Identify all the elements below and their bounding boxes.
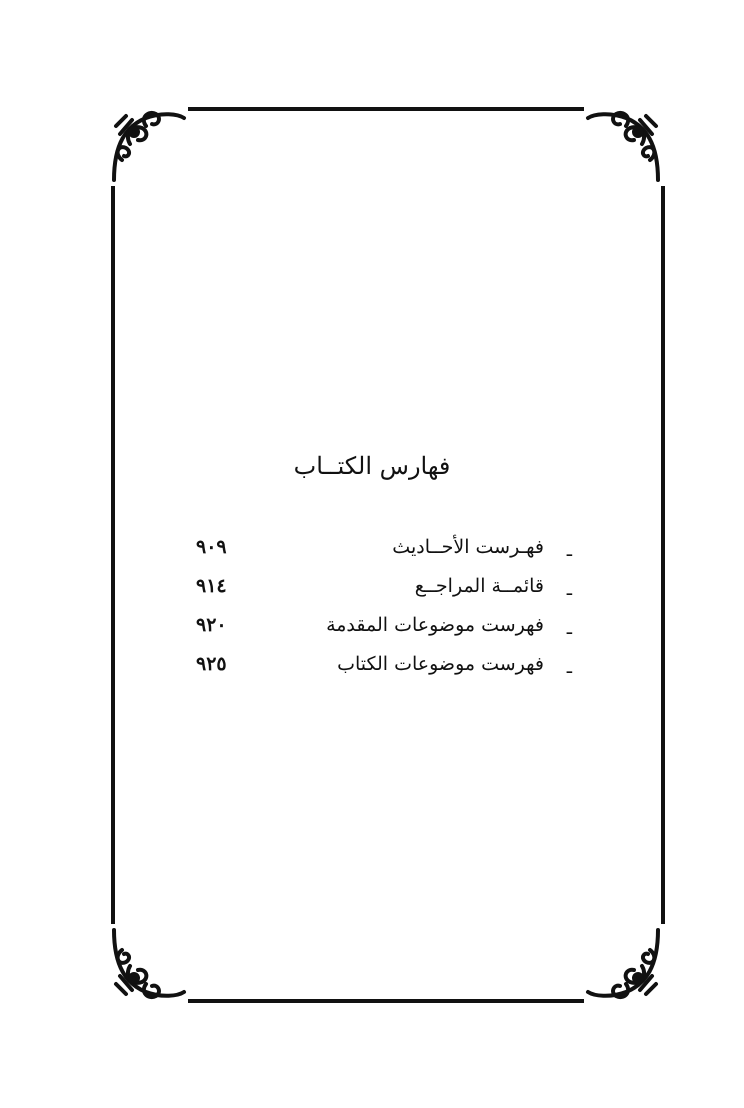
arabesque-corner-icon	[584, 104, 666, 186]
toc-page-number: ٩٢٠	[196, 614, 227, 636]
toc-entry-references	[196, 571, 572, 610]
toc-entry-label: قائمــة المراجــع	[414, 575, 544, 597]
arabesque-corner-icon	[106, 104, 188, 186]
toc-bullet: ـ	[566, 618, 572, 639]
arabesque-corner-icon	[584, 924, 666, 1006]
toc-entry-intro-topics	[196, 610, 572, 649]
toc-page-number: ٩٢٥	[196, 653, 227, 675]
arabesque-corner-icon	[106, 924, 188, 1006]
toc-entry-hadith-index	[196, 532, 572, 571]
toc-page-number: ٩١٤	[196, 575, 227, 597]
toc-page-number: ٩٠٩	[196, 536, 227, 558]
toc-bullet: ـ	[566, 540, 572, 561]
toc-entry-label: فهرست موضوعات الكتاب	[337, 653, 544, 675]
table-of-contents	[196, 532, 572, 688]
page-title: فهارس الكتــاب	[293, 452, 451, 480]
toc-entry-book-topics	[196, 649, 572, 688]
toc-bullet: ـ	[566, 579, 572, 600]
toc-entry-label: فهرست موضوعات المقدمة	[326, 614, 544, 636]
toc-entry-label: فهـرست الأحــاديث	[392, 536, 544, 558]
toc-bullet: ـ	[566, 657, 572, 678]
